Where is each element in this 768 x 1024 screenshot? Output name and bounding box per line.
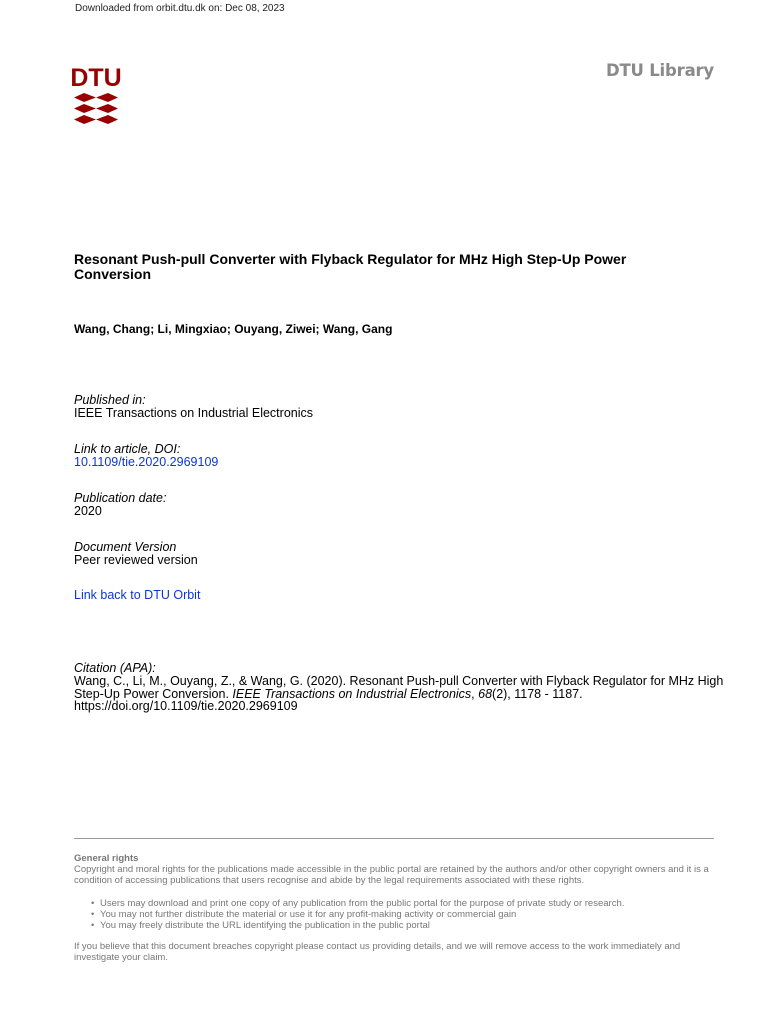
divider-line bbox=[74, 838, 714, 839]
general-rights-heading: General rights bbox=[74, 853, 139, 864]
document-version-block bbox=[74, 541, 198, 567]
citation-block bbox=[74, 662, 724, 713]
rights-bullet-list bbox=[74, 898, 724, 931]
citation-journal: IEEE Transactions on Industrial Electronics bbox=[232, 686, 472, 701]
rights-bullet-item: • You may freely distribute the URL identifying the publication in the public portal bbox=[100, 920, 724, 931]
doi-block bbox=[74, 443, 218, 469]
publication-date-label: Publication date: bbox=[74, 491, 167, 505]
citation-text-start: Wang, C., Li, M., Ouyang, Z., & Wang, G. (2020). Resonant Push-pull Converter with Flyback Regulator for MHz High Step-Up Power Conversion. bbox=[74, 674, 724, 701]
general-rights-block bbox=[74, 853, 724, 963]
citation-text bbox=[74, 675, 724, 700]
rights-bullet-item: • Users may download and print one copy of any publication from the public portal for the purpose of private study or research. bbox=[100, 898, 724, 909]
document-version-value: Peer reviewed version bbox=[74, 553, 198, 567]
published-in-label: Published in: bbox=[74, 393, 146, 407]
publication-date-block bbox=[74, 492, 166, 518]
citation-url[interactable]: https://doi.org/10.1109/tie.2020.2969109 bbox=[74, 699, 298, 713]
citation-separator: , bbox=[471, 686, 479, 701]
rights-bullet-item: • You may not further distribute the material or use it for any profit-making activity or commercial gain bbox=[100, 909, 724, 920]
dtu-orbit-link[interactable]: Link back to DTU Orbit bbox=[74, 588, 201, 602]
doi-link[interactable]: 10.1109/tie.2020.2969109 bbox=[74, 455, 219, 469]
document-version-label: Document Version bbox=[74, 540, 177, 554]
citation-label: Citation (APA): bbox=[74, 661, 156, 675]
rights-closing-paragraph: If you believe that this document breaches copyright please contact us providing details, and we will remove access to the work immediately and investigate your claim. bbox=[74, 941, 681, 963]
download-note: Downloaded from orbit.dtu.dk on: Dec 08, 2023 bbox=[75, 3, 285, 14]
published-in-block bbox=[74, 394, 313, 420]
general-rights-paragraph: Copyright and moral rights for the publications made accessible in the public portal are retained by the authors and/or other copyright owners and it is a condition of accessing publications that users recognise and abide by the legal requirements associated with these rights. bbox=[74, 864, 709, 886]
dtu-logo-text: DTU bbox=[70, 64, 122, 92]
published-in-value: IEEE Transactions on Industrial Electronics bbox=[74, 406, 314, 420]
dtu-library-label: DTU Library bbox=[605, 61, 714, 80]
citation-volume: 68 bbox=[478, 686, 493, 701]
doi-label: Link to article, DOI: bbox=[74, 442, 181, 456]
dtu-logo bbox=[70, 64, 122, 126]
publication-date-value: 2020 bbox=[74, 504, 102, 518]
paper-title: Resonant Push-pull Converter with Flyback Regulator for MHz High Step-Up Power Conversion bbox=[74, 251, 627, 282]
citation-issue-pages: (2), 1178 - 1187. bbox=[492, 686, 583, 701]
paper-authors: Wang, Chang; Li, Mingxiao; Ouyang, Ziwei; Wang, Gang bbox=[74, 322, 393, 336]
